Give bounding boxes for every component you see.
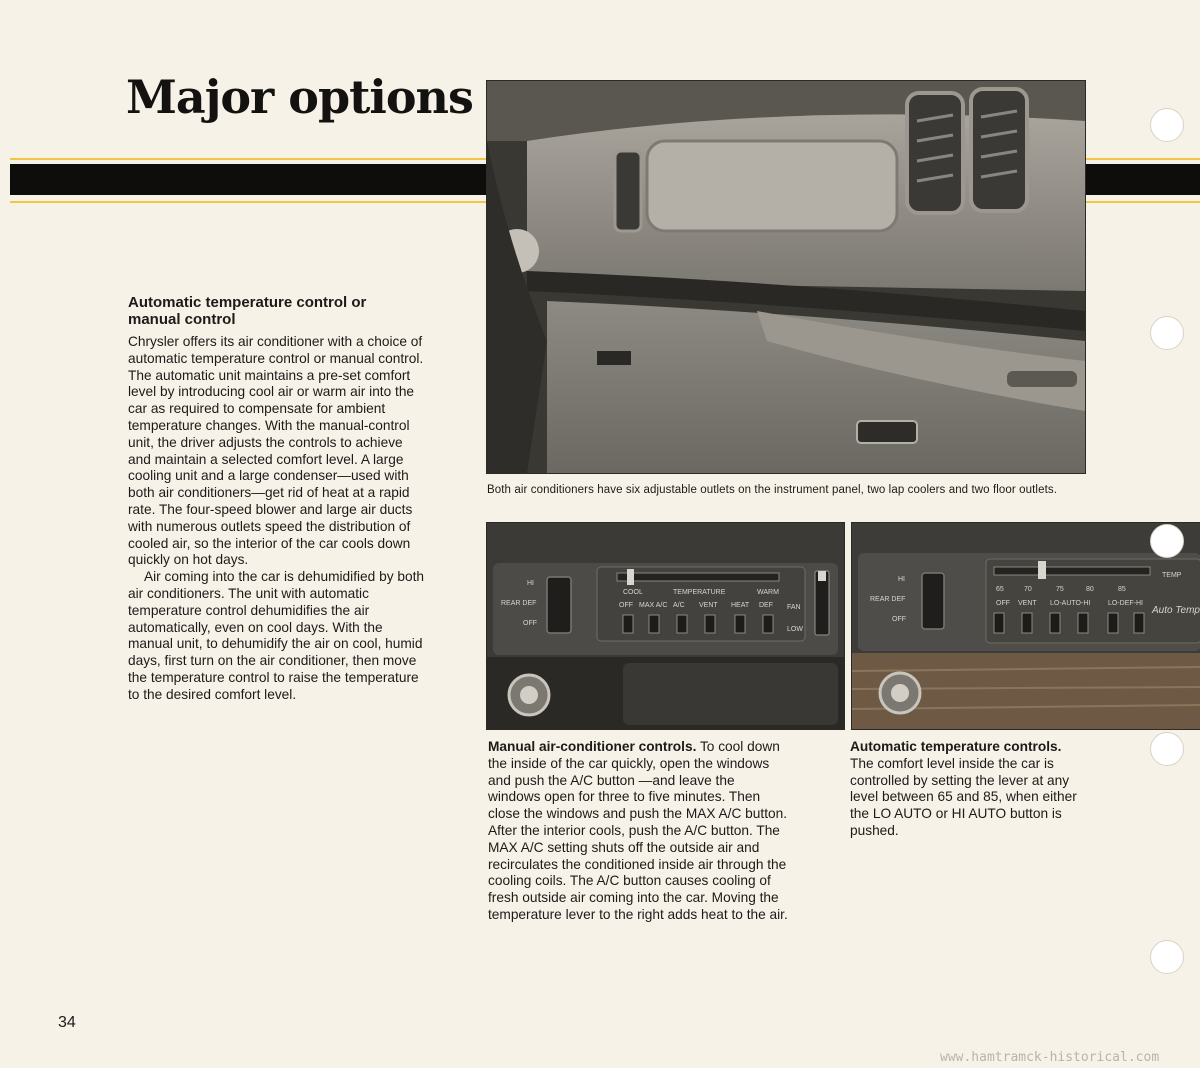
manual-fan-label: FAN — [787, 604, 801, 611]
auto-off-label: OFF — [892, 616, 906, 623]
dashboard-photo — [486, 80, 1086, 474]
manual-hi-label: HI — [527, 580, 534, 587]
punch-hole — [1150, 108, 1184, 142]
manual-warm-label: WARM — [757, 589, 779, 596]
manual-controls-caption — [488, 739, 788, 924]
manual-button-label: A/C — [673, 602, 685, 609]
punch-hole — [1150, 940, 1184, 974]
manual-rear-def-label: REAR DEF — [501, 600, 537, 607]
auto-caption-title: Automatic temperature controls. — [850, 739, 1062, 754]
manual-off-label: OFF — [523, 620, 537, 627]
auto-scale-label: 65 — [996, 586, 1004, 593]
auto-temp-script: Auto Temp — [1152, 605, 1200, 616]
page-number: 34 — [58, 1014, 76, 1031]
auto-button-label: VENT — [1018, 600, 1037, 607]
auto-scale-label: 85 — [1118, 586, 1126, 593]
auto-scale-label: 80 — [1086, 586, 1094, 593]
manual-button-label: OFF — [619, 602, 633, 609]
manual-caption-body: To cool down the inside of the car quickly, open the windows and push the A/C button —and leave the windows open for three to five minutes. Then close the windows and push the MAX A/C button. After the interior cools, push the A/C button. The MAX A/C setting shuts off the outside air and recirculates the conditioned inside air through the cooling coils. The A/C button causes cooling of fresh outside air coming into the car. Moving the temperature lever to the right adds heat to the air. — [488, 739, 788, 922]
automatic-controls-photo — [851, 522, 1200, 730]
manual-button-label: MAX A/C — [639, 602, 668, 609]
manual-caption-title: Manual air-conditioner controls. — [488, 739, 697, 754]
auto-button-label: OFF — [996, 600, 1010, 607]
manual-button-label: DEF — [759, 602, 773, 609]
manual-temperature-label: TEMPERATURE — [673, 589, 726, 596]
manual-controls-photo — [486, 522, 845, 730]
auto-button-label: LO-AUTO-HI — [1050, 600, 1091, 607]
watermark: www.hamtramck-historical.com — [940, 1050, 1160, 1065]
page-title: Major options — [126, 70, 473, 124]
body-paragraph: Air coming into the car is dehumidified by both air conditioners. The unit with automatic temperature control dehumidifies the air automatically, even on cool days. With the manual unit, to dehumidify the air on cool, humid days, first turn on the air conditioner, then move the temperature control to raise the temperature to the desired comfort level. — [128, 569, 424, 702]
auto-button-label: LO-DEF-HI — [1108, 600, 1143, 607]
punch-hole — [1150, 732, 1184, 766]
punch-hole — [1150, 524, 1184, 558]
manual-low-label: LOW — [787, 626, 803, 633]
manual-cool-label: COOL — [623, 589, 643, 596]
automatic-controls-caption — [850, 739, 1098, 840]
section-body — [128, 334, 428, 704]
section-heading: Automatic temperature control or manual control — [128, 294, 367, 328]
manual-button-label: HEAT — [731, 602, 750, 609]
manual-button-label: VENT — [699, 602, 718, 609]
auto-scale-label: 75 — [1056, 586, 1064, 593]
auto-hi-label: HI — [898, 576, 905, 583]
auto-rear-def-label: REAR DEF — [870, 596, 906, 603]
body-paragraph: Chrysler offers its air conditioner with a choice of automatic temperature control or manual control. The automatic unit maintains a pre-set comfort level by introducing cool air or warm air into the car as required to compensate for ambient temperature changes. With the manual-control unit, the driver adjusts the controls to achieve and maintain a selected comfort level. A large cooling unit and a large condenser—used with both air conditioners—get rid of heat at a rapid rate. The four-speed blower and large air ducts with numerous outlets speed the distribution of cooled air, so the interior of the car cools down quickly on hot days. — [128, 334, 424, 568]
dashboard-caption: Both air conditioners have six adjustable outlets on the instrument panel, two lap coolers and two floor outlets. — [487, 484, 1058, 496]
punch-hole — [1150, 316, 1184, 350]
auto-caption-body: The comfort level inside the car is controlled by setting the lever at any level between 65 and 85, when either the LO AUTO or HI AUTO button is pushed. — [850, 755, 1077, 838]
auto-temp-label: TEMP — [1162, 572, 1182, 579]
auto-scale-label: 70 — [1024, 586, 1032, 593]
